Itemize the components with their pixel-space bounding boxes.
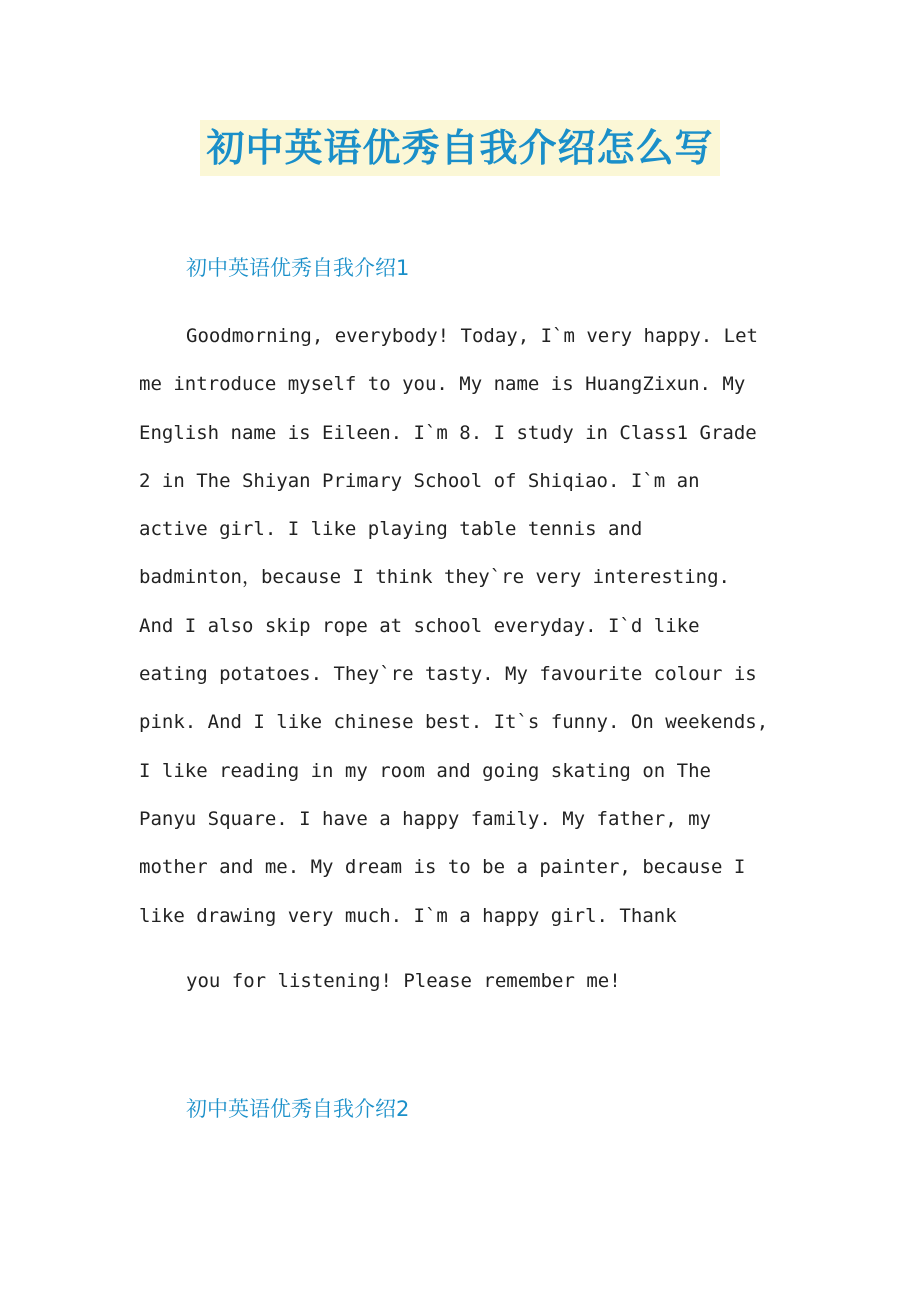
paragraph-line: Goodmorning, everybody! Today, I`m very happy. Let (186, 325, 758, 347)
paragraph-line: pink. And I like chinese best. It`s funny. On weekends, (139, 711, 769, 734)
section-1-paragraph (139, 318, 799, 946)
paragraph-line: English name is Eileen. I`m 8. I study in Class1 Grade (139, 421, 757, 444)
paragraph-line: mother and me. My dream is to be a painter, because I (139, 856, 746, 879)
paragraph-line: me introduce myself to you. My name is HuangZixun. My (139, 373, 746, 396)
paragraph-line: active girl. I like playing table tennis and (139, 518, 643, 541)
paragraph-line: like drawing very much. I`m a happy girl. Thank (139, 904, 677, 927)
paragraph-line: badminton，because I think they`re very interesting. (139, 566, 730, 589)
section-1-closing-line: you for listening! Please remember me! (186, 970, 621, 992)
paragraph-line: Panyu Square. I have a happy family. My father, my (139, 807, 711, 830)
document-title (0, 120, 920, 176)
paragraph-line: 2 in The Shiyan Primary School of Shiqiao. I`m an (139, 469, 700, 492)
paragraph-line: And I also skip rope at school everyday. I`d like (139, 614, 700, 637)
section-heading-2: 初中英语优秀自我介绍2 (186, 1097, 410, 1121)
section-heading-1: 初中英语优秀自我介绍1 (186, 256, 410, 280)
paragraph-line: I like reading in my room and going skating on The (139, 759, 711, 782)
paragraph-line: eating potatoes. They`re tasty. My favourite colour is (139, 663, 757, 686)
document-title-text: 初中英语优秀自我介绍怎么写 (200, 120, 719, 176)
